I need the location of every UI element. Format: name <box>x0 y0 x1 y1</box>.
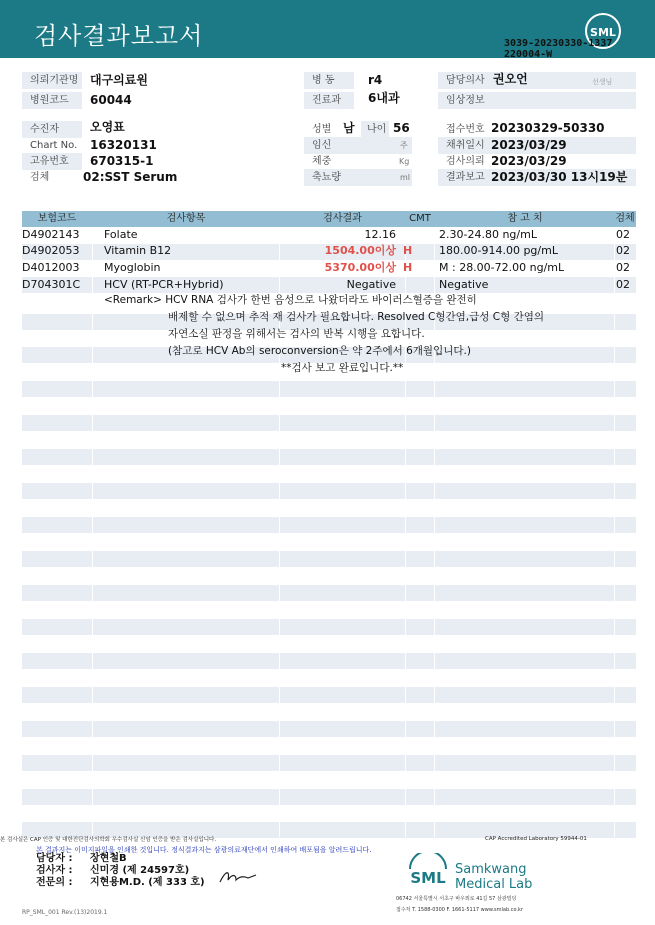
report-time-label: 결과보고 <box>438 169 636 186</box>
specialist-value: 지현용M.D. (제 333 호) <box>90 877 205 888</box>
col-reference: 참 고 치 <box>507 213 543 224</box>
receipt-label: 접수번호 <box>446 124 485 135</box>
specialist-label: 전문의 : <box>36 877 73 888</box>
specimen-value: 02:SST Serum <box>83 170 178 184</box>
doctor-value: 권오언 <box>493 72 528 86</box>
report-complete-note: **검사 보고 완료입니다.** <box>281 362 404 374</box>
age-label: 나이 <box>361 121 389 138</box>
table-stripe <box>22 585 636 601</box>
table-stripe <box>22 381 636 397</box>
tester-label: 검사자 : <box>36 865 73 876</box>
row-result: 5370.00이상 <box>324 261 396 274</box>
patient-value: 오영표 <box>90 120 125 134</box>
signature-icon <box>218 866 258 886</box>
institution-value: 대구의료원 <box>90 73 148 87</box>
row-code: D4012003 <box>22 261 80 274</box>
clinical-label: 임상정보 <box>438 92 636 109</box>
row-reference: 2.30-24.80 ng/mL <box>439 228 537 241</box>
collect-value: 2023/03/29 <box>491 138 567 152</box>
lab-contact: 접수처 T. 1588-0300 F. 1661-5117 www.smlab.co.kr <box>396 907 524 913</box>
hospital-code-value: 60044 <box>90 93 132 107</box>
row-item: HCV (RT-PCR+Hybrid) <box>104 278 224 291</box>
sml-footer-logo-icon <box>404 853 452 893</box>
row-item: Myoglobin <box>104 261 161 274</box>
staff-label: 담당자 : <box>36 853 73 864</box>
sex-label: 성별 <box>312 124 332 135</box>
remark-line: 배제할 수 없으며 추적 재 검사가 필요합니다. Resolved C형간염,급성 C형 간염의 <box>168 311 545 323</box>
row-specimen: 02 <box>616 261 630 274</box>
request-label: 검사의뢰 <box>446 156 485 167</box>
lab-address: 06742 서울특별시 서초구 바우뫼로 41길 57 삼광빌딩 <box>396 896 517 902</box>
request-value: 2023/03/29 <box>491 154 567 168</box>
lab-name: Samkwang Medical Lab <box>455 862 533 892</box>
row-result: 12.16 <box>364 228 396 241</box>
weight-label: 체중 <box>312 156 332 167</box>
table-stripe <box>22 687 636 703</box>
idno-label: 고유번호 <box>22 153 82 170</box>
row-specimen: 02 <box>616 244 630 257</box>
chart-label: Chart No. <box>30 140 78 151</box>
urine-label: 축뇨량 <box>304 169 412 186</box>
row-code: D4902143 <box>22 228 80 241</box>
pregnancy-label: 임신 <box>304 137 412 154</box>
institution-label: 의뢰기관명 <box>22 72 82 89</box>
col-code: 보험코드 <box>37 213 77 224</box>
doctor-suffix: 선생님 <box>592 78 613 86</box>
row-code: D704301C <box>22 278 81 291</box>
dept-label: 진료과 <box>304 92 354 109</box>
ward-value: r4 <box>368 73 383 87</box>
svg-text:SML: SML <box>590 26 616 39</box>
table-stripe <box>22 483 636 499</box>
pregnancy-unit: 주 <box>400 141 408 150</box>
specimen-label: 검체 <box>30 172 50 183</box>
table-stripe <box>22 619 636 635</box>
col-specimen: 검체 <box>615 213 635 224</box>
ward-label: 병 동 <box>304 72 354 89</box>
table-stripe <box>22 449 636 465</box>
tester-value: 신미경 (제 24597호) <box>90 865 190 876</box>
collect-label: 채취일시 <box>438 137 636 154</box>
table-stripe <box>22 517 636 533</box>
table-stripe <box>22 721 636 737</box>
remark-line: <Remark> HCV RNA 검사가 한번 음성으로 나왔더라도 바이러스혈증을 완전히 <box>104 294 477 306</box>
dept-value: 6내과 <box>368 91 400 105</box>
svg-text:SML: SML <box>410 869 446 887</box>
column-divider <box>92 227 93 837</box>
sex-value: 남 <box>343 121 355 135</box>
row-reference: 180.00-914.00 pg/mL <box>439 244 558 257</box>
patient-label: 수진자 <box>22 121 82 138</box>
table-stripe <box>22 415 636 431</box>
column-divider <box>614 227 615 837</box>
col-result: 검사결과 <box>323 213 362 224</box>
page-title: 검사결과보고서 <box>34 22 204 50</box>
chart-value: 16320131 <box>90 138 157 152</box>
row-item: Vitamin B12 <box>104 244 172 257</box>
revision-code: RP_SML_001 Rev.(13)2019.1 <box>22 909 108 916</box>
row-code: D4902053 <box>22 244 80 257</box>
row-result: Negative <box>346 278 396 291</box>
table-stripe <box>22 551 636 567</box>
row-result: 1504.00이상 <box>324 244 396 257</box>
row-flag-high: H <box>403 244 413 257</box>
col-cmt: CMT <box>409 213 431 224</box>
report-id: 3039-20230330-1337 220004-W <box>504 38 613 60</box>
table-stripe <box>22 789 636 805</box>
weight-unit: Kg <box>399 157 410 166</box>
cert-note: 본 검사실은 CAP 인증 및 대한진단검사의학회 우수검사실 신임 인증을 받은 검사실입니다. <box>0 837 217 843</box>
doctor-label: 담당의사 <box>438 72 636 89</box>
report-time-value: 2023/03/30 13시19분 <box>491 170 628 184</box>
row-item: Folate <box>104 228 138 241</box>
age-value: 56 <box>393 121 410 135</box>
remark-line: 자연소실 판정을 위해서는 검사의 반복 시행을 요합니다. <box>168 328 425 340</box>
row-flag-high: H <box>403 261 413 274</box>
idno-value: 670315-1 <box>90 154 154 168</box>
receipt-value: 20230329-50330 <box>491 121 605 135</box>
cap-note: CAP Accredited Laboratory 59944-01 <box>485 836 587 842</box>
table-stripe <box>22 653 636 669</box>
remark-line: (참고로 HCV Ab의 seroconversion은 약 2주에서 6개월입니다.) <box>168 345 471 357</box>
col-item: 검사항목 <box>166 213 206 224</box>
row-specimen: 02 <box>616 278 630 291</box>
hospital-code-label: 병원코드 <box>22 92 82 109</box>
row-reference: M : 28.00-72.00 ng/mL <box>439 261 565 274</box>
row-reference: Negative <box>439 278 489 291</box>
staff-value: 장현철B <box>90 853 127 864</box>
table-stripe <box>22 755 636 771</box>
row-specimen: 02 <box>616 228 630 241</box>
print-notice: 본 결과지는 이미지파일을 인쇄한 것입니다. 정식결과지는 삼광의료재단에서 인쇄하여 배포됨을 알려드립니다. <box>36 846 372 854</box>
urine-unit: ml <box>400 173 411 182</box>
